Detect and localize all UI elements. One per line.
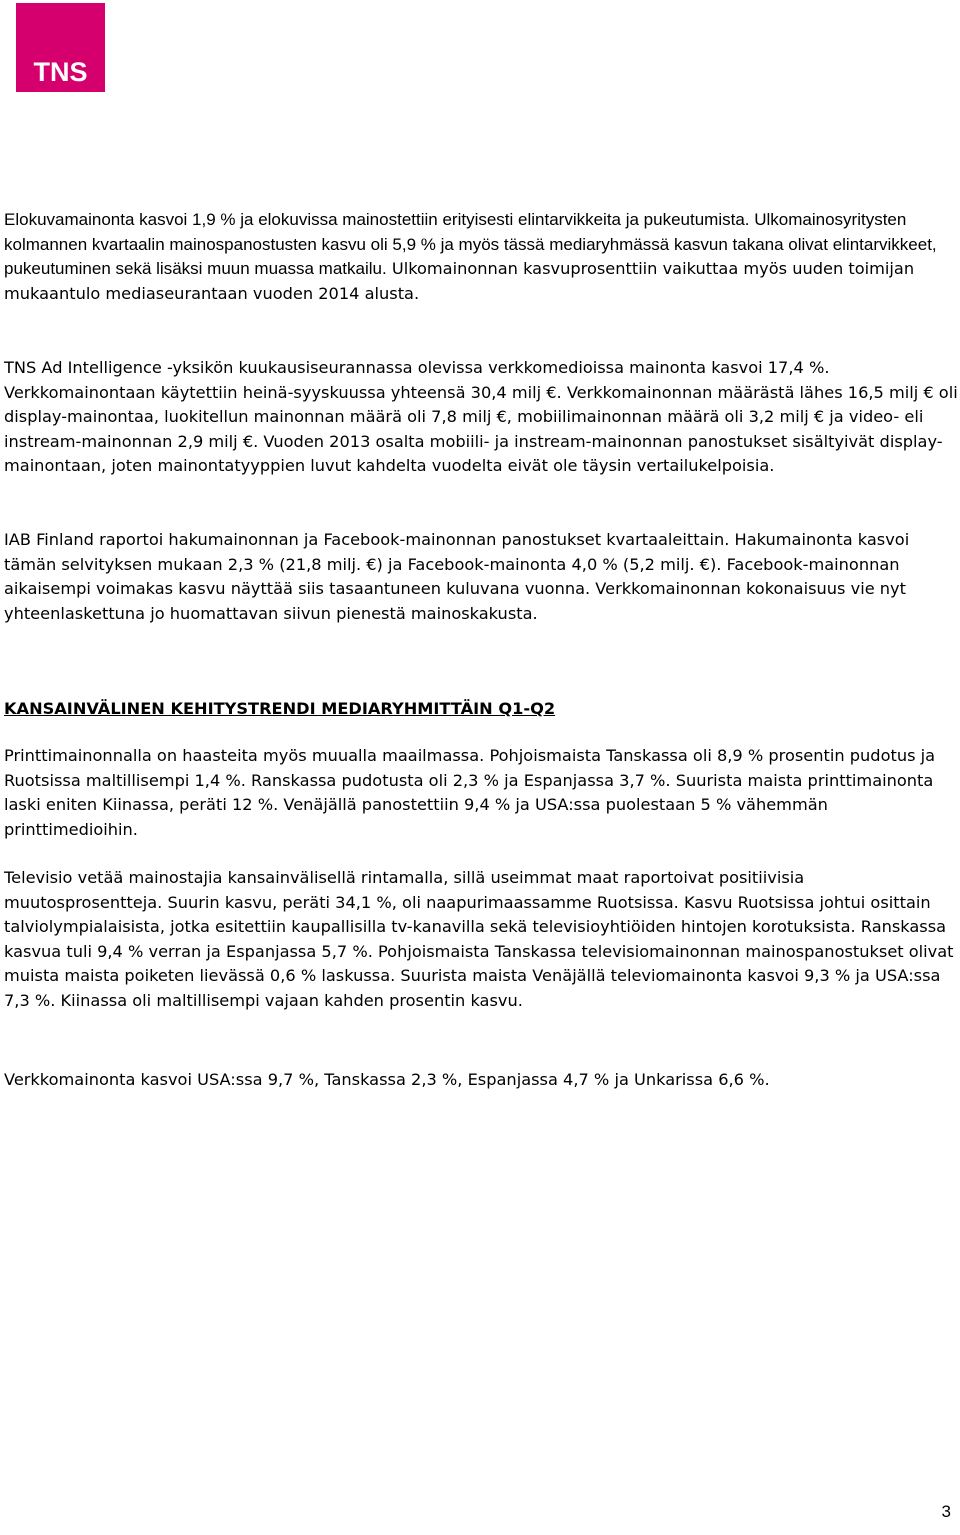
paragraph-cinema-outdoor-part-a: Elokuvamainonta kasvoi 1,9 % ja elokuvissa mainostettiin erityisesti elintarvikkeita ja pukeutumista. Ulkomainosyritysten kolmannen kvartaalin mainospanostusten kasvu oli 5,9 % ja myös tässä mediaryhmässä kasvun takana olivat elintarvikkeet, pukeutuminen sekä lisäksi muun muassa matkailu. [4, 210, 937, 278]
paragraph-television: Televisio vetää mainostajia kansainvälisellä rintamalla, sillä useimmat maat raportoivat positiivisia muutosprosentteja. Suurin kasvu, peräti 34,1 %, oli naapurimaassamme Ruotsissa. Kasvu Ruotsissa johtui osittain talviolympialaisista, jotka esitettiin kaupallisilla tv-kanavilla sekä televisioyhtiöiden hintojen korotuksista. Ranskassa kasvua tuli 9,4 % verran ja Espanjassa 5,7 %. Pohjoismaista Tanskassa televisiomainonnan mainospanostukset olivat muista maista poiketen lievässä 0,6 % laskussa. Suurista maista Venäjällä televiomainonta kasvoi 9,3 % ja USA:ssa 7,3 %. Kiinassa oli maltillisempi vajaan kahden prosentin kasvu. [4, 868, 954, 1010]
paragraph-iab-finland: IAB Finland raportoi hakumainonnan ja Facebook-mainonnan panostukset kvartaaleittain. Hakumainonta kasvoi tämän selvityksen mukaan 2,3 % (21,8 milj. €) ja Facebook-mainonta 4,0 % (5,2 milj. €). Facebook-mainonnan aikaisempi voimakas kasvu näyttää siis tasaantuneen kuluvana vuonna. Verkkomainonnan kokonaisuus vie nyt yhteenlaskettuna jo huomattavan siivun pienestä mainoskakusta. [4, 530, 910, 623]
tns-logo [16, 3, 105, 92]
paragraph-cinema-outdoor [4, 208, 959, 306]
paragraph-print-advertising: Printtimainonnalla on haasteita myös muualla maailmassa. Pohjoismaista Tanskassa oli 8,9 % prosentin pudotus ja Ruotsissa maltillisempi 1,4 %. Ranskassa pudotusta oli 2,3 % ja Espanjassa 3,7 %. Suurista maista printtimainonta laski eniten Kiinassa, peräti 12 %. Venäjällä panostettiin 9,4 % ja USA:ssa puolestaan 5 % vähemmän printtimedioihin. [4, 746, 936, 839]
paragraph-cinema-outdoor-part-b: Ulkomainonnan kasvuprosenttiin vaikuttaa myös uuden toimijan mukaantulo mediaseurantaan vuoden 2014 alusta. [4, 259, 915, 303]
page-number: 3 [941, 1502, 951, 1521]
paragraph-online-advertising: TNS Ad Intelligence -yksikön kuukausiseurannassa olevissa verkkomedioissa mainonta kasvoi 17,4 %. Verkkomainontaan käytettiin heinä-syyskuussa yhteensä 30,4 milj €. Verkkomainonnan määrästä lähes 16,5 milj € oli display-mainontaa, luokitellun mainonnan määrä oli 7,8 milj €, mobiilimainonnan määrä oli 3,2 milj € ja video- eli instream-mainonnan 2,9 milj €. Vuoden 2013 osalta mobiili- ja instream-mainonnan panostukset sisältyivät display-mainontaan, joten mainontatyyppien luvut kahdelta vuodelta eivät ole täysin vertailukelpoisia. [4, 358, 958, 475]
section-heading-international-trend: KANSAINVÄLINEN KEHITYSTRENDI MEDIARYHMITTÄIN Q1-Q2 [4, 699, 556, 718]
paragraph-online-international: Verkkomainonta kasvoi USA:ssa 9,7 %, Tanskassa 2,3 %, Espanjassa 4,7 % ja Unkarissa 6,6 %. [4, 1070, 770, 1089]
tns-logo-text: TNS [33, 57, 88, 87]
